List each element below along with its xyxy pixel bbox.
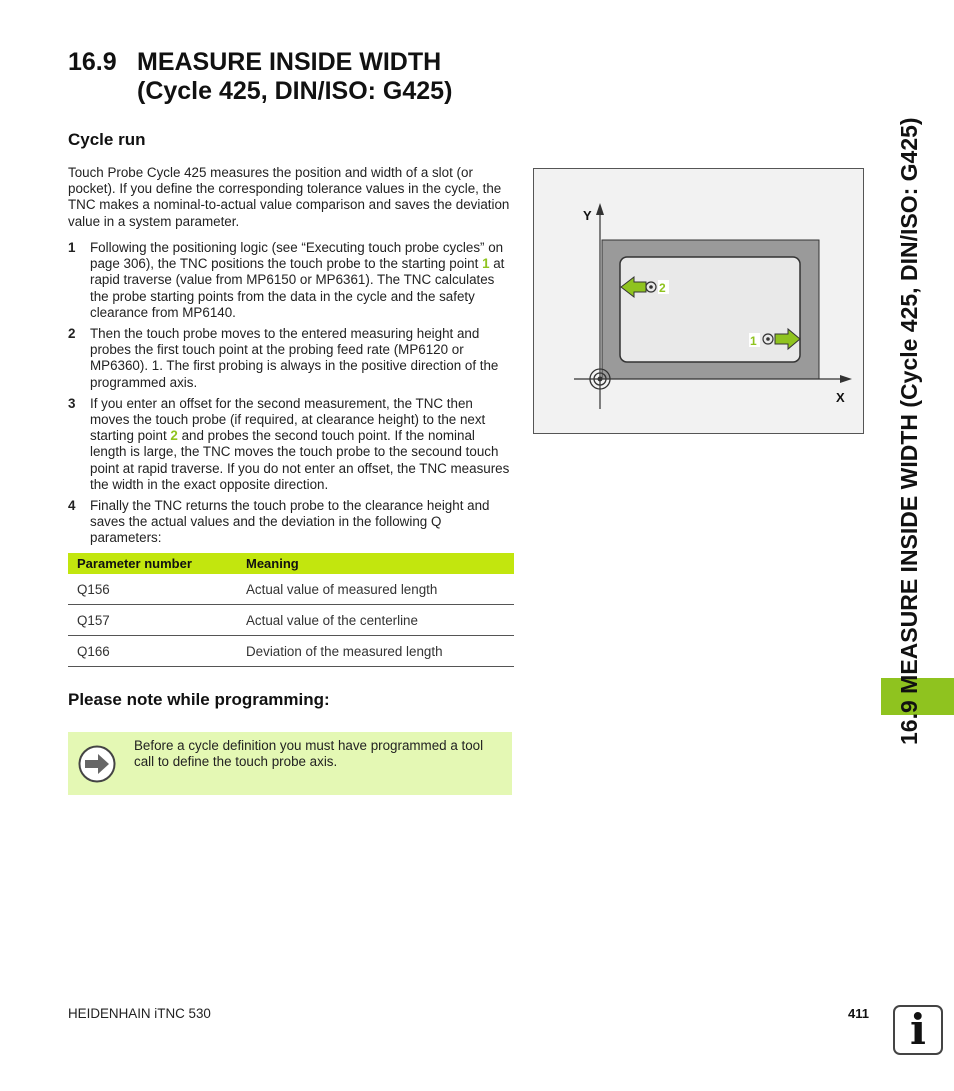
- list-item: [68, 498, 512, 547]
- table-cell: Q156: [68, 574, 237, 605]
- step-text: [90, 498, 512, 547]
- point-2-label: 2: [659, 281, 666, 295]
- table-row: [68, 636, 514, 667]
- page-number: 411: [848, 1006, 869, 1021]
- header-parameter-number: Parameter number: [68, 553, 237, 574]
- table-cell: Q166: [68, 636, 237, 667]
- table-header-row: [68, 553, 514, 574]
- step-number: 4: [68, 498, 76, 514]
- title-line-2: (Cycle 425, DIN/ISO: G425): [137, 77, 453, 105]
- intro-paragraph: Touch Probe Cycle 425 measures the position and width of a slot (or pocket). If you define the corresponding tolerance values in the cycle, the TNC makes a nominal-to-actual value comparison and saves the deviation value in a system parameter.: [68, 165, 510, 229]
- list-item: [68, 240, 512, 321]
- step-text-part: and probes the second touch point. If the nominal length is large, the TNC moves the touch probe to the secound touch point at rapid traverse. If you do not enter an offset, the TNC measures the width in the exact opposite direction.: [90, 428, 510, 492]
- point-reference: 2: [170, 428, 178, 444]
- step-text-part: Following the positioning logic (see “Executing touch probe cycles” on page 306), the TNC positions the touch probe to the starting point: [90, 240, 504, 272]
- slot-pocket: [620, 257, 800, 362]
- step-text-part: at rapid traverse (value from MP6150 or MP6361). The TNC calculates the probe starting points from the data in the cycle and the safety clearance from MP6140.: [90, 256, 505, 320]
- x-axis-arrow-icon: [840, 375, 852, 383]
- step-text-part: Finally the TNC returns the touch probe to the clearance height and saves the actual values and the deviation in the following Q parameters:: [90, 498, 490, 546]
- step-number: 1: [68, 240, 76, 255]
- axis-x-label: X: [836, 390, 845, 405]
- sidebar-running-title: 16.9 MEASURE INSIDE WIDTH (Cycle 425, DIN/ISO: G425): [896, 117, 922, 745]
- table-cell: Actual value of the centerline: [237, 605, 514, 636]
- list-item: [68, 396, 512, 493]
- section-number: 16.9: [68, 48, 117, 76]
- step-text: [90, 396, 512, 493]
- note-heading: Please note while programming:: [68, 690, 330, 709]
- table-row: [68, 605, 514, 636]
- table-cell: Deviation of the measured length: [237, 636, 514, 667]
- footer-product: HEIDENHAIN iTNC 530: [68, 1006, 211, 1021]
- step-text: [90, 240, 512, 321]
- table-cell: Q157: [68, 605, 237, 636]
- note-text: Before a cycle definition you must have programmed a tool call to define the touch probe axis.: [134, 738, 484, 770]
- info-icon: [893, 1005, 943, 1055]
- step-text-part: If you enter an offset for the second measurement, the TNC then moves the touch probe (if required, at clearance height) to the next starting point: [90, 395, 486, 444]
- list-item: [68, 326, 512, 391]
- parameter-table: [68, 553, 514, 667]
- step-number: 2: [68, 326, 76, 342]
- steps-list: [68, 240, 512, 552]
- point-1-label: 1: [750, 334, 757, 348]
- page-title: [68, 48, 452, 106]
- cycle-run-heading: Cycle run: [68, 130, 146, 149]
- table-cell: Actual value of measured length: [237, 574, 514, 605]
- info-glyph: i: [910, 1005, 926, 1054]
- step-number: 3: [68, 395, 76, 411]
- step-text: [90, 326, 512, 391]
- arrow-right-icon: [78, 745, 116, 783]
- probe-diagram: [533, 168, 864, 434]
- point-reference: 1: [482, 256, 490, 272]
- table-row: [68, 574, 514, 605]
- title-line-1: MEASURE INSIDE WIDTH: [137, 48, 442, 76]
- header-meaning: Meaning: [237, 553, 514, 574]
- note-box: [68, 732, 512, 795]
- step-text-part: Then the touch probe moves to the entered measuring height and probes the first touch point at the probing feed rate (MP6120 or MP6360). 1. The first probing is always in the positive direction of the programmed axis.: [90, 326, 499, 390]
- y-axis-arrow-icon: [596, 203, 604, 215]
- axis-y-label: Y: [583, 208, 592, 223]
